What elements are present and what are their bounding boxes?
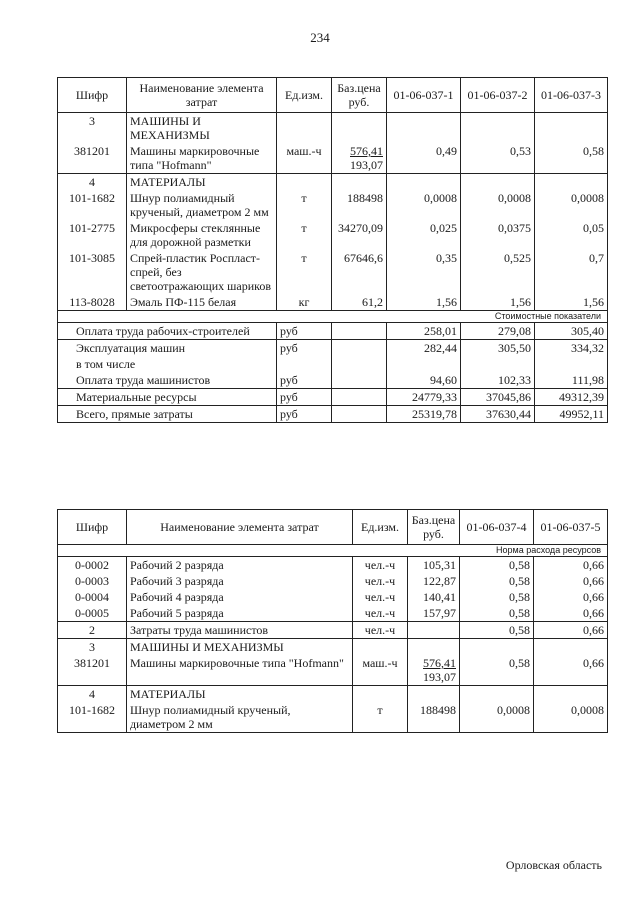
table-row (58, 605, 608, 622)
row-price (332, 143, 387, 174)
row-value-2: 0,66 (534, 589, 608, 605)
row-code: 101-1682 (58, 702, 127, 733)
row-price: 34270,09 (332, 220, 387, 250)
row-value-1: 0,0008 (460, 702, 534, 733)
section-heading-row (58, 639, 608, 656)
row-value-2: 0,66 (534, 622, 608, 639)
summary-row (58, 372, 608, 389)
table-row (58, 589, 608, 605)
summary-name: Всего, прямые затраты (58, 406, 277, 423)
section-number: 2 (58, 622, 127, 639)
row-value-1: 0,49 (387, 143, 461, 174)
summary-name: Материальные ресурсы (58, 389, 277, 406)
row-value-2: 0,66 (534, 655, 608, 686)
row-unit: т (353, 702, 408, 733)
header-code: Шифр (58, 510, 127, 545)
row-code: 381201 (58, 143, 127, 174)
row-value-2: 0,66 (534, 557, 608, 574)
row-value-1: 0,58 (460, 605, 534, 622)
header-col-1: 01-06-037-1 (387, 78, 461, 113)
row-price: 122,87 (408, 573, 460, 589)
cost-indicators-banner: Стоимостные показатели (58, 311, 608, 323)
summary-unit: руб (277, 323, 332, 340)
summary-unit: руб (277, 372, 332, 389)
section-title: МАТЕРИАЛЫ (127, 174, 277, 191)
row-value-1: 0,58 (460, 573, 534, 589)
row-name: Шнур полиамидный крученый, диаметром 2 мм (127, 190, 277, 220)
cost-indicators-banner-row (58, 311, 608, 323)
summary-value-2: 305,50 (461, 340, 535, 357)
row-value-1: 1,56 (387, 294, 461, 311)
summary-value-3: 49312,39 (535, 389, 608, 406)
section-title: МАТЕРИАЛЫ (127, 686, 353, 703)
summary-value-2: 102,33 (461, 372, 535, 389)
row-code: 101-1682 (58, 190, 127, 220)
row-price: 61,2 (332, 294, 387, 311)
resource-norm-banner: Норма расхода ресурсов (58, 545, 608, 557)
header-col-2: 01-06-037-2 (461, 78, 535, 113)
header-name: Наименование элемента затрат (127, 510, 353, 545)
operators-row (58, 622, 608, 639)
summary-name: Оплата труда рабочих-строителей (58, 323, 277, 340)
summary-value-1: 94,60 (387, 372, 461, 389)
resource-table-1 (57, 77, 608, 423)
section-number: 4 (58, 174, 127, 191)
summary-value-2: 279,08 (461, 323, 535, 340)
row-code: 0-0004 (58, 589, 127, 605)
row-name: Затраты труда машинистов (127, 622, 353, 639)
row-price: 188498 (408, 702, 460, 733)
table-row (58, 573, 608, 589)
row-name: Шнур полиамидный крученый, диаметром 2 мм (127, 702, 353, 733)
row-unit: т (277, 220, 332, 250)
row-name: Рабочий 2 разряда (127, 557, 353, 574)
summary-value-1: 282,44 (387, 340, 461, 357)
price-value: 576,41 (350, 144, 383, 158)
summary-value-3: 111,98 (535, 372, 608, 389)
page-number: 234 (310, 30, 330, 45)
row-name: Спрей-пластик Роспласт-спрей, без светоотражающих шариков (127, 250, 277, 294)
row-code: 101-3085 (58, 250, 127, 294)
section-heading-row (58, 174, 608, 191)
row-unit: чел.-ч (353, 573, 408, 589)
summary-value-2: 37630,44 (461, 406, 535, 423)
row-code: 0-0003 (58, 573, 127, 589)
header-unit: Ед.изм. (277, 78, 332, 113)
summary-value-1: 258,01 (387, 323, 461, 340)
summary-value-3: 49952,11 (535, 406, 608, 423)
row-value-1: 0,58 (460, 655, 534, 686)
price-value: 576,41 (423, 656, 456, 670)
summary-unit: руб (277, 389, 332, 406)
row-unit: т (277, 250, 332, 294)
section-title: МАШИНЫ И МЕХАНИЗМЫ (127, 113, 277, 144)
header-col-4: 01-06-037-4 (460, 510, 534, 545)
summary-value-2: 37045,86 (461, 389, 535, 406)
row-value-3: 0,7 (535, 250, 608, 294)
row-unit: чел.-ч (353, 589, 408, 605)
row-unit: кг (277, 294, 332, 311)
row-price: 157,97 (408, 605, 460, 622)
row-name: Эмаль ПФ-115 белая (127, 294, 277, 311)
row-unit: маш.-ч (277, 143, 332, 174)
summary-value-1: 24779,33 (387, 389, 461, 406)
section-title: МАШИНЫ И МЕХАНИЗМЫ (127, 639, 353, 656)
row-unit: чел.-ч (353, 622, 408, 639)
section-heading-row (58, 113, 608, 144)
row-price: 188498 (332, 190, 387, 220)
row-value-2: 0,66 (534, 605, 608, 622)
table-header-row (58, 78, 608, 113)
row-name: Рабочий 5 разряда (127, 605, 353, 622)
row-value-1: 0,58 (460, 557, 534, 574)
summary-row (58, 389, 608, 406)
section-heading-row (58, 686, 608, 703)
price-operator-wage: 193,07 (350, 158, 383, 172)
resource-norm-banner-row (58, 545, 608, 557)
row-value-1: 0,58 (460, 589, 534, 605)
row-code: 0-0005 (58, 605, 127, 622)
row-name: Микросферы стеклянные для дорожной разметки (127, 220, 277, 250)
row-unit: маш.-ч (353, 655, 408, 686)
summary-row (58, 356, 608, 372)
row-code: 101-2775 (58, 220, 127, 250)
summary-value-1: 25319,78 (387, 406, 461, 423)
row-value-1: 0,0008 (387, 190, 461, 220)
table-row (58, 294, 608, 311)
table-header-row (58, 510, 608, 545)
summary-row (58, 340, 608, 357)
row-name: Машины маркировочные типа "Hofmann" (127, 655, 353, 686)
summary-row (58, 323, 608, 340)
row-value-3: 0,0008 (535, 190, 608, 220)
row-value-1: 0,35 (387, 250, 461, 294)
row-value-2: 0,0375 (461, 220, 535, 250)
row-code: 0-0002 (58, 557, 127, 574)
row-value-1: 0,58 (460, 622, 534, 639)
header-col-3: 01-06-037-3 (535, 78, 608, 113)
row-unit: чел.-ч (353, 605, 408, 622)
row-price: 140,41 (408, 589, 460, 605)
summary-name: Оплата труда машинистов (58, 372, 277, 389)
row-code: 113-8028 (58, 294, 127, 311)
table-row (58, 190, 608, 220)
summary-unit: руб (277, 340, 332, 357)
summary-value-3: 334,32 (535, 340, 608, 357)
table-row (58, 220, 608, 250)
section-number: 3 (58, 639, 127, 656)
row-name: Рабочий 3 разряда (127, 573, 353, 589)
row-value-2: 0,525 (461, 250, 535, 294)
summary-unit: руб (277, 406, 332, 423)
section-number: 4 (58, 686, 127, 703)
header-col-5: 01-06-037-5 (534, 510, 608, 545)
row-value-2: 0,0008 (461, 190, 535, 220)
section-number: 3 (58, 113, 127, 144)
row-name: Машины маркировочные типа "Hofmann" (127, 143, 277, 174)
summary-value-3: 305,40 (535, 323, 608, 340)
table-row (58, 702, 608, 733)
summary-row (58, 406, 608, 423)
summary-name: Эксплуатация машин (58, 340, 277, 357)
header-unit: Ед.изм. (353, 510, 408, 545)
row-value-2: 0,66 (534, 573, 608, 589)
table-row (58, 655, 608, 686)
row-value-3: 1,56 (535, 294, 608, 311)
row-price: 67646,6 (332, 250, 387, 294)
row-price (408, 655, 460, 686)
region-footer: Орловская область (505, 858, 602, 872)
summary-name: в том числе (58, 356, 277, 372)
row-unit: т (277, 190, 332, 220)
header-price: Баз.цена руб. (408, 510, 460, 545)
row-value-3: 0,05 (535, 220, 608, 250)
row-value-2: 0,0008 (534, 702, 608, 733)
row-value-3: 0,58 (535, 143, 608, 174)
header-name: Наименование элемента затрат (127, 78, 277, 113)
header-price: Баз.цена руб. (332, 78, 387, 113)
header-code: Шифр (58, 78, 127, 113)
row-value-1: 0,025 (387, 220, 461, 250)
row-value-2: 0,53 (461, 143, 535, 174)
row-name: Рабочий 4 разряда (127, 589, 353, 605)
row-code: 381201 (58, 655, 127, 686)
row-unit: чел.-ч (353, 557, 408, 574)
table-row (58, 250, 608, 294)
table-row (58, 143, 608, 174)
resource-table-2 (57, 509, 608, 733)
table-row (58, 557, 608, 574)
row-price: 105,31 (408, 557, 460, 574)
price-operator-wage: 193,07 (423, 670, 456, 684)
row-value-2: 1,56 (461, 294, 535, 311)
